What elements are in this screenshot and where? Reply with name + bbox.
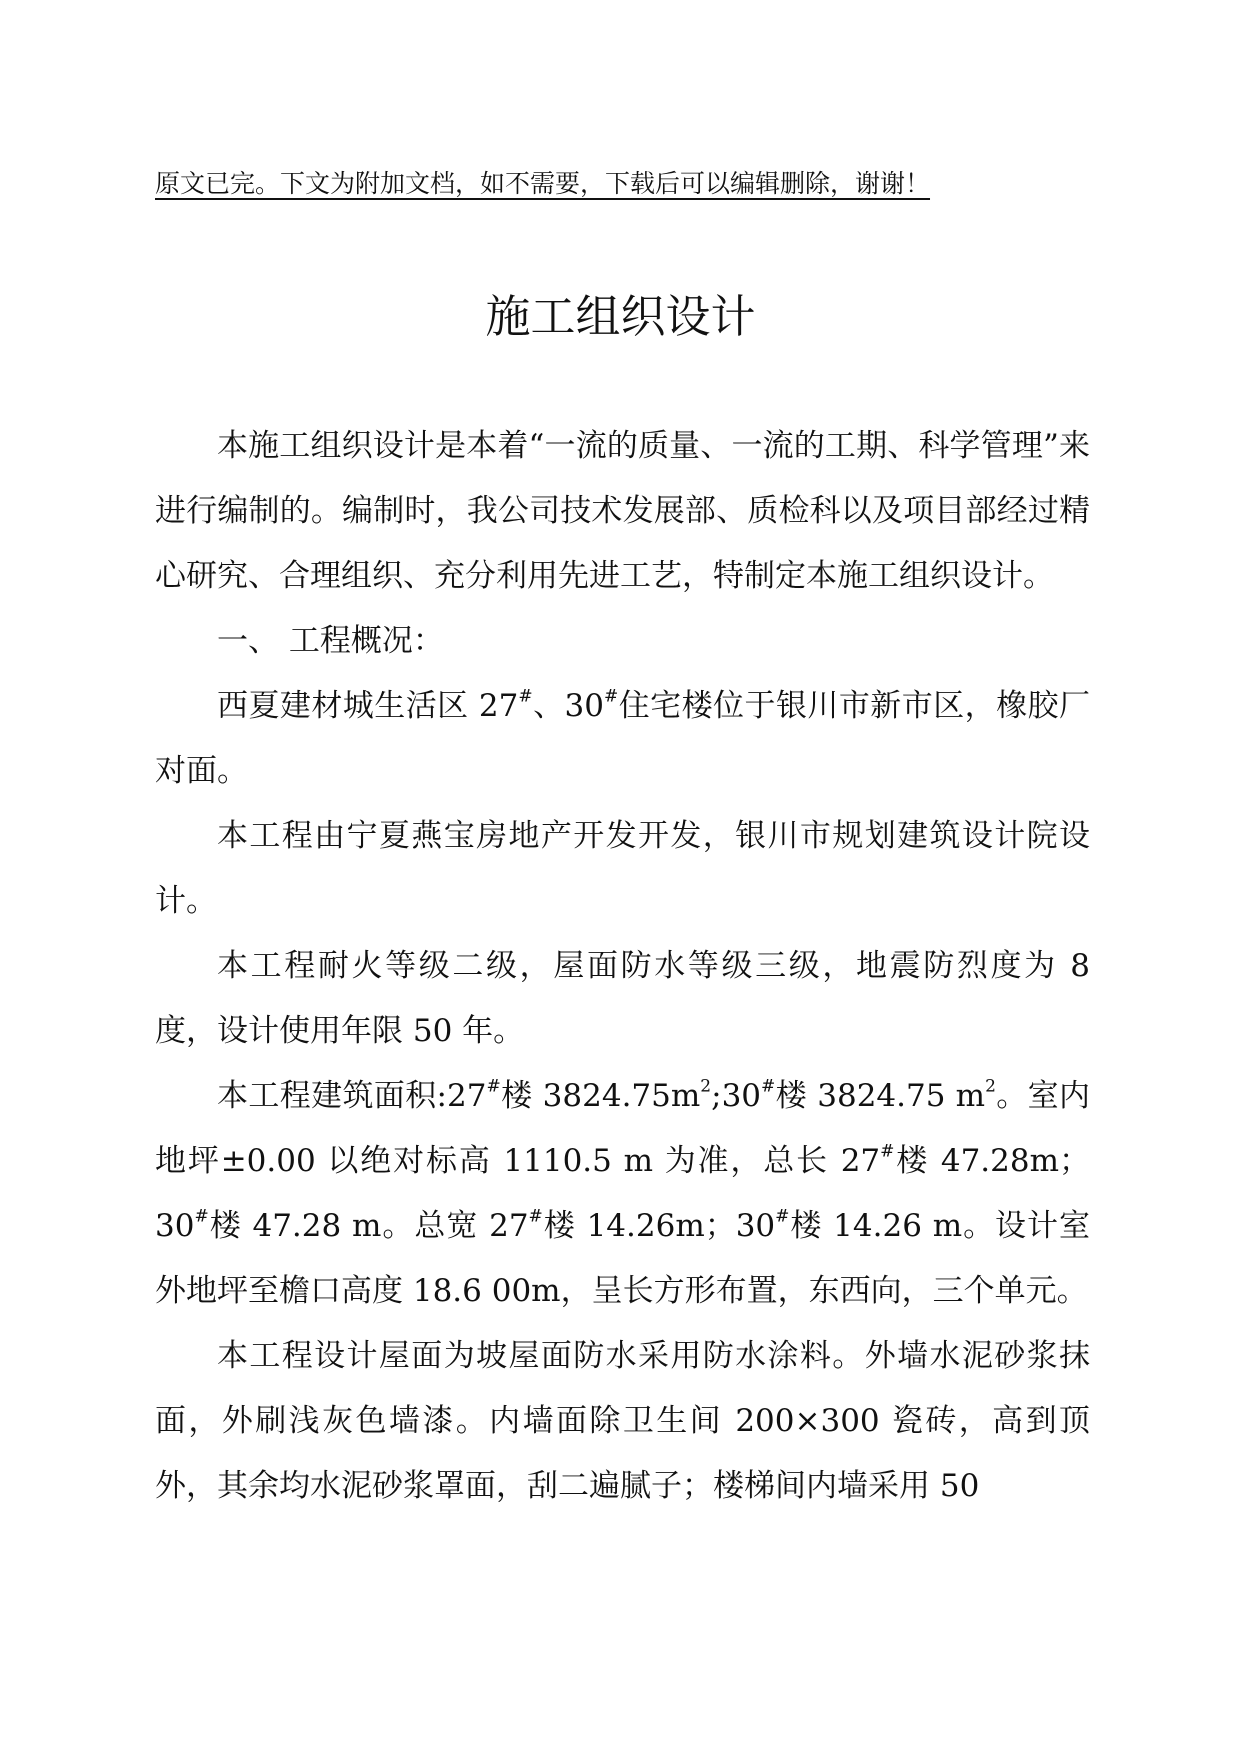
document-title: 施工组织设计 <box>485 290 756 343</box>
fire-rating-paragraph: 本工程耐火等级二级，屋面防水等级三级，地震防烈度为 8 度，设计使用年限 50 年。 <box>155 948 1090 1049</box>
developer-paragraph: 本工程由宁夏燕宝房地产开发开发，银川市规划建筑设计院设计。 <box>155 818 1090 919</box>
intro-paragraph: 本施工组织设计是本着“一流的质量、一流的工期、科学管理”来进行编制的。编制时，我公司技术发展部、质检科以及项目部经过精心研究、合理组织、充分利用先进工艺，特制定本施工组织设计。 <box>155 428 1090 594</box>
roof-and-finishes-paragraph: 本工程设计屋面为坡屋面防水采用防水涂料。外墙水泥砂浆抹面，外刷浅灰色墙漆。内墙面除卫生间 200×300 瓷砖，高到顶外，其余均水泥砂浆罩面，刮二遍腻子；楼梯间内墙采用 50 <box>155 1338 1090 1504</box>
location-paragraph: 西夏建材城生活区 27#、30#住宅楼位于银川市新市区，橡胶厂对面。 <box>155 686 1090 789</box>
appended-document-notice: 原文已完。下文为附加文档，如不需要，下载后可以编辑删除，谢谢！ <box>155 169 931 198</box>
section-heading-project-overview: 一、 工程概况： <box>217 623 444 659</box>
document-body <box>155 414 1090 1519</box>
building-area-paragraph: 本工程建筑面积:27#楼 $3824.75m^2;30^{\#}$楼 3824.75 $m^2$。室内地坪±0.00 以绝对标高 1110.5 m 为准，总长 27#楼 47.28m；30#楼 47.28 m。总宽 27#楼 14.26m；30#楼 14.26 m。设计室外地坪至檐口高度 18.6 00m，呈长方形布置，东西向，三个单元。 <box>155 1076 1091 1309</box>
